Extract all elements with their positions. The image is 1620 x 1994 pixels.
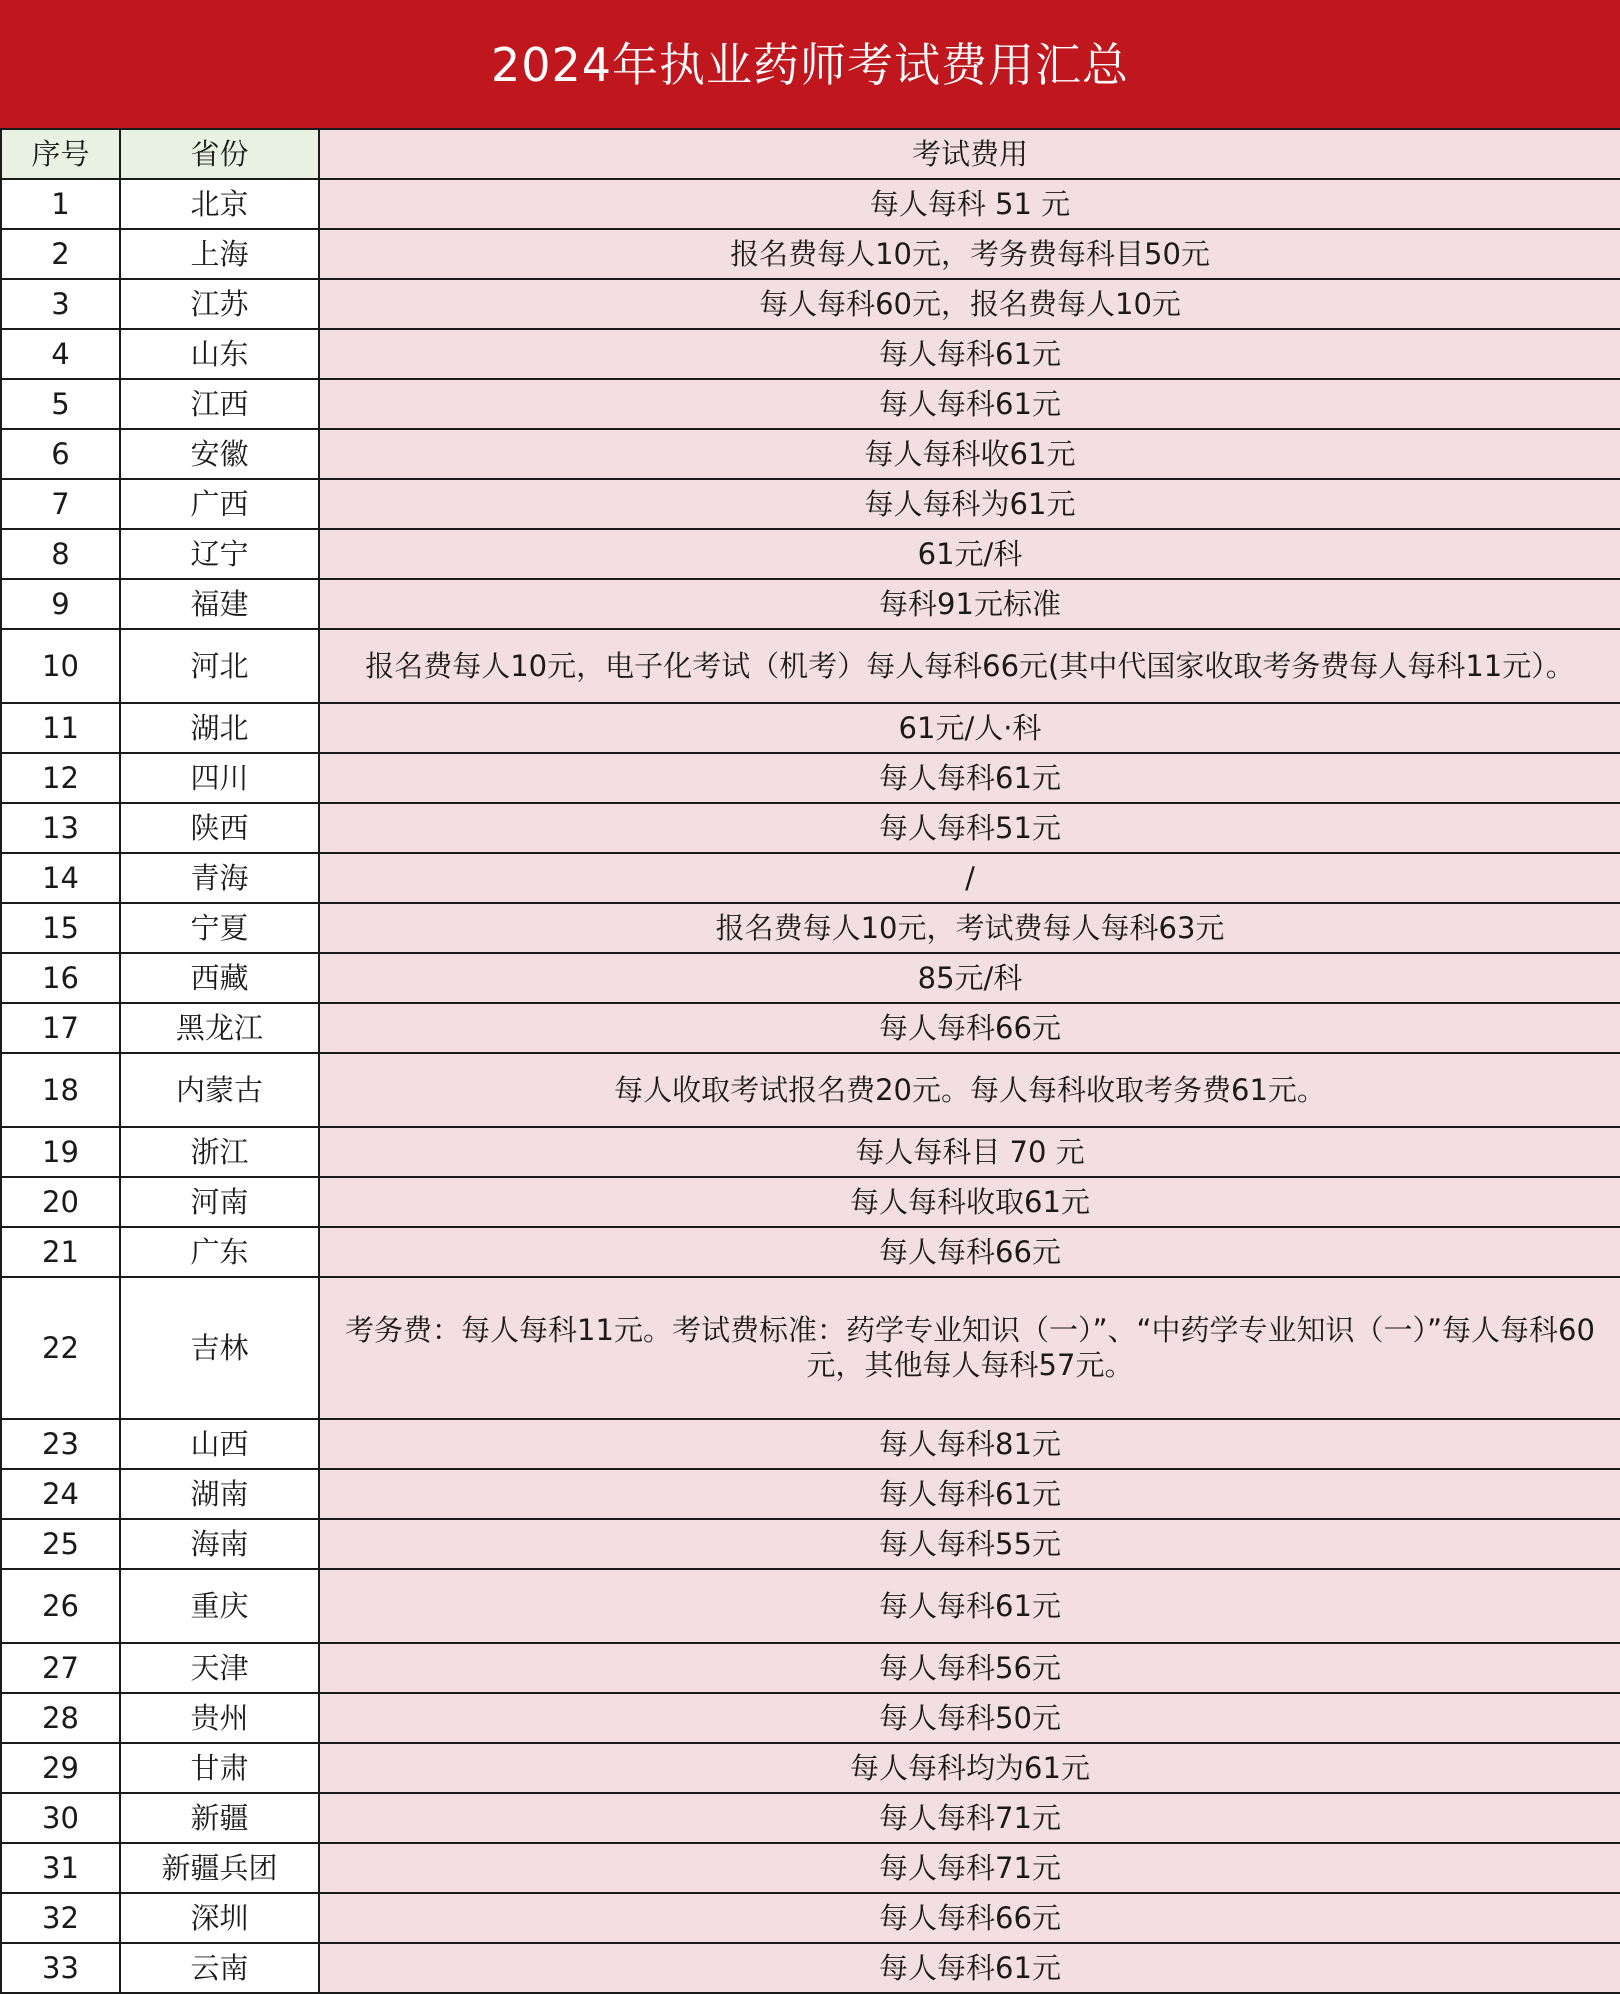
- row-fee: 每人每科66元: [879, 1010, 1061, 1045]
- row-fee-cell: [319, 1643, 1620, 1693]
- table-row: [1, 1053, 1620, 1127]
- row-fee: 61元/科: [917, 536, 1023, 571]
- row-index: 21: [1, 1227, 120, 1277]
- table-header-row: [1, 129, 1620, 179]
- table-row: [1, 703, 1620, 753]
- row-fee-cell: [319, 579, 1620, 629]
- row-province: 深圳: [120, 1893, 319, 1943]
- row-province: 上海: [120, 229, 319, 279]
- row-fee-cell: [319, 1177, 1620, 1227]
- table-row: [1, 1843, 1620, 1893]
- row-index: 7: [1, 479, 120, 529]
- row-fee-cell: [319, 1943, 1620, 1993]
- row-index: 25: [1, 1519, 120, 1569]
- row-fee-cell: [319, 903, 1620, 953]
- row-index: 30: [1, 1793, 120, 1843]
- fee-table: [0, 128, 1620, 1994]
- table-row: [1, 1469, 1620, 1519]
- row-province: 贵州: [120, 1693, 319, 1743]
- table-row: [1, 1419, 1620, 1469]
- row-index: 11: [1, 703, 120, 753]
- row-index: 4: [1, 329, 120, 379]
- row-province: 浙江: [120, 1127, 319, 1177]
- row-fee: 每人每科71元: [879, 1800, 1061, 1835]
- row-fee: 每人每科81元: [879, 1426, 1061, 1461]
- row-fee-cell: [319, 1277, 1620, 1419]
- row-province: 山东: [120, 329, 319, 379]
- table-row: [1, 329, 1620, 379]
- row-province: 新疆: [120, 1793, 319, 1843]
- row-fee: 每人每科61元: [879, 1950, 1061, 1985]
- row-fee: 每人每科收取61元: [850, 1184, 1090, 1219]
- row-fee-cell: [319, 179, 1620, 229]
- row-province: 黑龙江: [120, 1003, 319, 1053]
- table-row: [1, 479, 1620, 529]
- row-fee-cell: [319, 853, 1620, 903]
- row-fee-cell: [319, 229, 1620, 279]
- table-row: [1, 1643, 1620, 1693]
- row-index: 10: [1, 629, 120, 703]
- row-province: 福建: [120, 579, 319, 629]
- row-fee: 每人每科为61元: [864, 486, 1076, 521]
- row-province: 海南: [120, 1519, 319, 1569]
- row-province: 安徽: [120, 429, 319, 479]
- row-province: 湖南: [120, 1469, 319, 1519]
- row-index: 12: [1, 753, 120, 803]
- row-province: 江苏: [120, 279, 319, 329]
- row-index: 14: [1, 853, 120, 903]
- row-index: 15: [1, 903, 120, 953]
- row-fee: 每人每科61元: [879, 1588, 1061, 1623]
- row-province: 广东: [120, 1227, 319, 1277]
- table-row: [1, 903, 1620, 953]
- row-fee: 每人收取考试报名费20元。每人每科收取考务费61元。: [614, 1072, 1326, 1107]
- row-fee: 报名费每人10元，电子化考试（机考）每人每科66元(其中代国家收取考务费每人每科11元）。: [365, 648, 1575, 683]
- table-row: [1, 529, 1620, 579]
- row-fee-cell: [319, 753, 1620, 803]
- row-fee: 每人每科61元: [879, 386, 1061, 421]
- table-row: [1, 629, 1620, 703]
- table-row: [1, 379, 1620, 429]
- table-row: [1, 1743, 1620, 1793]
- page-title: 2024年执业药师考试费用汇总: [490, 38, 1130, 92]
- row-fee-cell: [319, 1419, 1620, 1469]
- row-fee-cell: [319, 529, 1620, 579]
- table-row: [1, 1793, 1620, 1843]
- row-index: 17: [1, 1003, 120, 1053]
- row-fee-cell: [319, 1693, 1620, 1743]
- row-fee-cell: [319, 703, 1620, 753]
- row-province: 北京: [120, 179, 319, 229]
- row-province: 广西: [120, 479, 319, 529]
- row-fee: 每人每科56元: [879, 1650, 1061, 1685]
- row-fee: /: [965, 860, 975, 895]
- row-province: 西藏: [120, 953, 319, 1003]
- row-index: 27: [1, 1643, 120, 1693]
- table-row: [1, 803, 1620, 853]
- row-province: 吉林: [120, 1277, 319, 1419]
- table-row: [1, 579, 1620, 629]
- row-fee-cell: [319, 1003, 1620, 1053]
- row-province: 青海: [120, 853, 319, 903]
- row-index: 24: [1, 1469, 120, 1519]
- table-row: [1, 1943, 1620, 1993]
- row-province: 重庆: [120, 1569, 319, 1643]
- row-fee-cell: [319, 803, 1620, 853]
- row-fee: 每人每科66元: [879, 1900, 1061, 1935]
- row-fee-cell: [319, 1793, 1620, 1843]
- row-fee: 每人每科收61元: [864, 436, 1076, 471]
- row-index: 16: [1, 953, 120, 1003]
- row-fee: 每人每科61元: [879, 760, 1061, 795]
- header-index: 序号: [1, 129, 120, 179]
- row-fee-cell: [319, 953, 1620, 1003]
- row-fee: 85元/科: [917, 960, 1023, 995]
- row-fee: 每人每科51元: [879, 810, 1061, 845]
- row-index: 18: [1, 1053, 120, 1127]
- row-fee: 每人每科61元: [879, 1476, 1061, 1511]
- row-fee: 每人每科目 70 元: [855, 1134, 1085, 1169]
- row-province: 江西: [120, 379, 319, 429]
- row-fee-cell: [319, 1519, 1620, 1569]
- row-index: 29: [1, 1743, 120, 1793]
- table-row: [1, 279, 1620, 329]
- title-banner: [0, 0, 1620, 128]
- row-index: 20: [1, 1177, 120, 1227]
- row-index: 28: [1, 1693, 120, 1743]
- row-fee: 每人每科60元，报名费每人10元: [759, 286, 1181, 321]
- row-fee-cell: [319, 479, 1620, 529]
- row-fee-cell: [319, 379, 1620, 429]
- table-row: [1, 229, 1620, 279]
- row-fee: 每人每科55元: [879, 1526, 1061, 1561]
- row-index: 8: [1, 529, 120, 579]
- row-fee-cell: [319, 1127, 1620, 1177]
- row-index: 6: [1, 429, 120, 479]
- row-index: 26: [1, 1569, 120, 1643]
- row-province: 湖北: [120, 703, 319, 753]
- row-fee-cell: [319, 429, 1620, 479]
- row-province: 云南: [120, 1943, 319, 1993]
- row-fee-cell: [319, 1469, 1620, 1519]
- row-index: 3: [1, 279, 120, 329]
- row-index: 19: [1, 1127, 120, 1177]
- row-province: 宁夏: [120, 903, 319, 953]
- row-fee-cell: [319, 279, 1620, 329]
- row-fee: 每人每科66元: [879, 1234, 1061, 1269]
- row-fee: 考务费：每人每科11元。考试费标准：药学专业知识（一）”、“中药学专业知识（一）”每人每科60元，其他每人每科57元。: [345, 1313, 1595, 1382]
- row-province: 辽宁: [120, 529, 319, 579]
- row-fee-cell: [319, 1743, 1620, 1793]
- table-row: [1, 953, 1620, 1003]
- row-fee-cell: [319, 629, 1620, 703]
- row-index: 33: [1, 1943, 120, 1993]
- table-row: [1, 1227, 1620, 1277]
- table-row: [1, 753, 1620, 803]
- row-fee-cell: [319, 1053, 1620, 1127]
- row-fee: 每人每科 51 元: [869, 186, 1071, 221]
- row-fee-cell: [319, 1227, 1620, 1277]
- row-province: 河南: [120, 1177, 319, 1227]
- row-fee-cell: [319, 329, 1620, 379]
- row-province: 新疆兵团: [120, 1843, 319, 1893]
- row-province: 陕西: [120, 803, 319, 853]
- header-province: 省份: [120, 129, 319, 179]
- row-fee: 每人每科71元: [879, 1850, 1061, 1885]
- table-body: [1, 179, 1620, 1993]
- row-index: 23: [1, 1419, 120, 1469]
- table-row: [1, 179, 1620, 229]
- row-fee: 每人每科61元: [879, 336, 1061, 371]
- row-province: 河北: [120, 629, 319, 703]
- table-row: [1, 853, 1620, 903]
- table-row: [1, 1127, 1620, 1177]
- row-fee: 报名费每人10元，考试费每人每科63元: [715, 910, 1225, 945]
- row-fee-cell: [319, 1843, 1620, 1893]
- row-index: 2: [1, 229, 120, 279]
- table-row: [1, 1177, 1620, 1227]
- row-index: 5: [1, 379, 120, 429]
- row-index: 22: [1, 1277, 120, 1419]
- row-province: 山西: [120, 1419, 319, 1469]
- table-row: [1, 1519, 1620, 1569]
- row-index: 31: [1, 1843, 120, 1893]
- table-row: [1, 1693, 1620, 1743]
- row-fee: 每科91元标准: [879, 586, 1061, 621]
- table-row: [1, 1893, 1620, 1943]
- row-fee: 61元/人·科: [898, 710, 1042, 745]
- table-row: [1, 429, 1620, 479]
- row-index: 13: [1, 803, 120, 853]
- row-fee: 每人每科50元: [879, 1700, 1061, 1735]
- row-fee-cell: [319, 1893, 1620, 1943]
- row-province: 天津: [120, 1643, 319, 1693]
- header-fee: 考试费用: [319, 129, 1620, 179]
- row-fee: 报名费每人10元，考务费每科目50元: [730, 236, 1210, 271]
- row-index: 1: [1, 179, 120, 229]
- table-row: [1, 1003, 1620, 1053]
- row-province: 甘肃: [120, 1743, 319, 1793]
- row-province: 四川: [120, 753, 319, 803]
- table-row: [1, 1277, 1620, 1419]
- row-fee: 每人每科均为61元: [850, 1750, 1090, 1785]
- row-index: 9: [1, 579, 120, 629]
- row-index: 32: [1, 1893, 120, 1943]
- row-fee-cell: [319, 1569, 1620, 1643]
- table-row: [1, 1569, 1620, 1643]
- row-province: 内蒙古: [120, 1053, 319, 1127]
